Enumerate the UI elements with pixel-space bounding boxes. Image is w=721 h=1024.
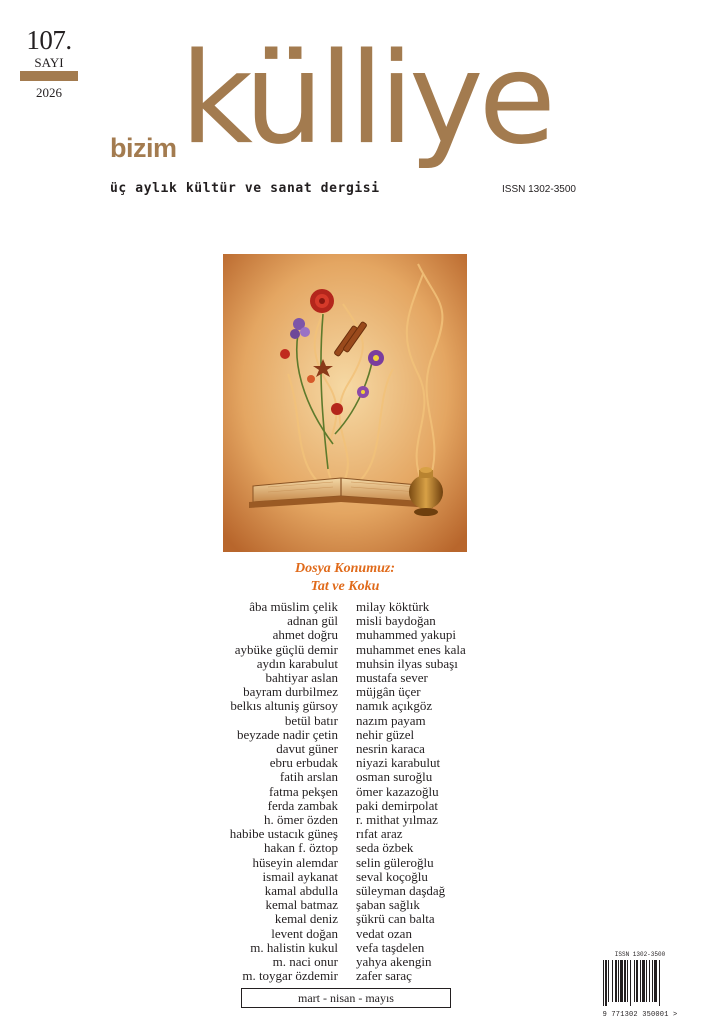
author-name: osman suroğlu bbox=[356, 769, 433, 785]
author-name: aybüke güçlü demir bbox=[234, 641, 338, 657]
barcode-bar bbox=[627, 960, 628, 1002]
issue-block bbox=[20, 26, 78, 101]
barcode-bar bbox=[618, 960, 619, 1002]
dossier-topic: Tat ve Koku bbox=[310, 579, 380, 594]
barcode-bar bbox=[612, 960, 613, 1002]
barcode bbox=[601, 951, 679, 1017]
barcode-issn: ISSN 1302-3500 bbox=[614, 951, 666, 958]
author-name: şaban sağlık bbox=[356, 897, 420, 913]
author-name: paki demirpolat bbox=[356, 797, 438, 813]
author-name: hüseyin alemdar bbox=[252, 854, 338, 870]
author-name: kemal deniz bbox=[274, 911, 338, 927]
barcode-bar bbox=[659, 960, 660, 1006]
issue-bar bbox=[20, 71, 78, 81]
author-name: seval koçoğlu bbox=[356, 868, 428, 884]
author-name: rıfat araz bbox=[356, 826, 403, 842]
author-name: milay köktürk bbox=[356, 599, 430, 614]
barcode-bar bbox=[652, 960, 653, 1002]
author-name: m. naci onur bbox=[272, 954, 338, 970]
author-name: nesrin karaca bbox=[356, 741, 425, 757]
barcode-bar bbox=[654, 960, 657, 1002]
issue-label: SAYI bbox=[34, 55, 64, 70]
masthead-title: külliye bbox=[180, 25, 552, 172]
author-name: şükrü can balta bbox=[356, 911, 435, 927]
author-name: yahya akengin bbox=[356, 954, 432, 970]
barcode-bars bbox=[601, 958, 679, 1006]
author-name: selin güleroğlu bbox=[356, 854, 434, 870]
author-name: süleyman daşdağ bbox=[356, 883, 446, 899]
barcode-bar bbox=[603, 960, 604, 1006]
barcode-bar bbox=[630, 960, 631, 1006]
season-box: mart - nisan - mayıs bbox=[241, 988, 451, 1008]
author-name: belkıs altuniş gürsoy bbox=[230, 698, 338, 714]
author-list-right bbox=[356, 600, 526, 983]
author-name: ferda zambak bbox=[267, 797, 338, 813]
barcode-bar bbox=[649, 960, 650, 1002]
author-name: ebru erbudak bbox=[269, 755, 338, 771]
author-name: levent doğan bbox=[271, 925, 338, 941]
author-name: fatih arslan bbox=[279, 769, 338, 785]
barcode-bar bbox=[620, 960, 623, 1002]
barcode-bar bbox=[605, 960, 607, 1006]
author-name: kamal abdulla bbox=[264, 883, 338, 899]
author-name: seda özbek bbox=[356, 840, 414, 856]
cover-illustration bbox=[223, 254, 467, 552]
masthead-logo bbox=[110, 25, 610, 194]
barcode-bar bbox=[636, 960, 638, 1002]
author-name: r. mithat yılmaz bbox=[356, 812, 438, 828]
author-name: vedat ozan bbox=[356, 925, 412, 941]
author-name: kemal batmaz bbox=[265, 897, 338, 913]
author-name: davut güner bbox=[276, 741, 338, 757]
author-name: müjgân üçer bbox=[356, 684, 421, 700]
barcode-bar bbox=[646, 960, 647, 1002]
author-name: ömer kazazoğlu bbox=[356, 783, 439, 799]
author-name: fatma pekşen bbox=[269, 783, 338, 799]
author-name: aydın karabulut bbox=[256, 655, 338, 671]
issue-year: 2026 bbox=[36, 85, 62, 100]
barcode-bar bbox=[640, 960, 641, 1002]
author-list-left bbox=[180, 600, 338, 983]
author-name: hakan f. öztop bbox=[263, 840, 338, 856]
author-name: muhammet enes kala bbox=[356, 641, 466, 657]
issn-label: ISSN 1302-3500 bbox=[502, 184, 576, 195]
author-name: ahmet doğru bbox=[272, 627, 338, 643]
author-name: âba müslim çelik bbox=[249, 599, 338, 614]
barcode-bar bbox=[634, 960, 635, 1002]
author-name: adnan gül bbox=[287, 613, 338, 629]
barcode-bar bbox=[642, 960, 645, 1002]
author-name: bayram durbilmez bbox=[243, 684, 338, 700]
barcode-bar bbox=[608, 960, 609, 1002]
barcode-bar bbox=[624, 960, 626, 1002]
author-name: mustafa sever bbox=[356, 670, 428, 686]
barcode-digits: 9 771302 350001 > bbox=[602, 1011, 678, 1019]
author-name: h. ömer özden bbox=[263, 812, 338, 828]
author-name: m. halistin kukul bbox=[250, 939, 338, 955]
author-name: niyazi karabulut bbox=[356, 755, 441, 771]
author-name: namık açıkgöz bbox=[356, 698, 433, 714]
author-name: muhsin ilyas subaşı bbox=[356, 655, 458, 671]
author-name: bahtiyar aslan bbox=[265, 670, 338, 686]
rose-flower bbox=[310, 289, 334, 313]
author-name: nazım payam bbox=[356, 712, 426, 728]
author-name: m. toygar özdemir bbox=[242, 968, 338, 984]
barcode-bar bbox=[615, 960, 617, 1002]
author-name: ismail aykanat bbox=[262, 868, 338, 884]
author-name: habibe ustacık güneş bbox=[229, 826, 338, 842]
magazine-tagline: üç aylık kültür ve sanat dergisi bbox=[110, 181, 380, 196]
author-name: beyzade nadir çetin bbox=[236, 726, 338, 742]
author-name: zafer saraç bbox=[356, 968, 412, 984]
author-name: muhammed yakupi bbox=[356, 627, 457, 643]
author-name: vefa taşdelen bbox=[356, 939, 425, 955]
author-name: misli baydoğan bbox=[356, 613, 436, 629]
dossier-heading bbox=[223, 560, 467, 596]
masthead-prefix: bizim bbox=[110, 133, 177, 163]
issue-number: 107. bbox=[26, 25, 72, 55]
author-name: nehir güzel bbox=[356, 726, 415, 742]
dossier-label: Dosya Konumuz: bbox=[295, 561, 395, 576]
author-name: betül batır bbox=[284, 712, 338, 728]
